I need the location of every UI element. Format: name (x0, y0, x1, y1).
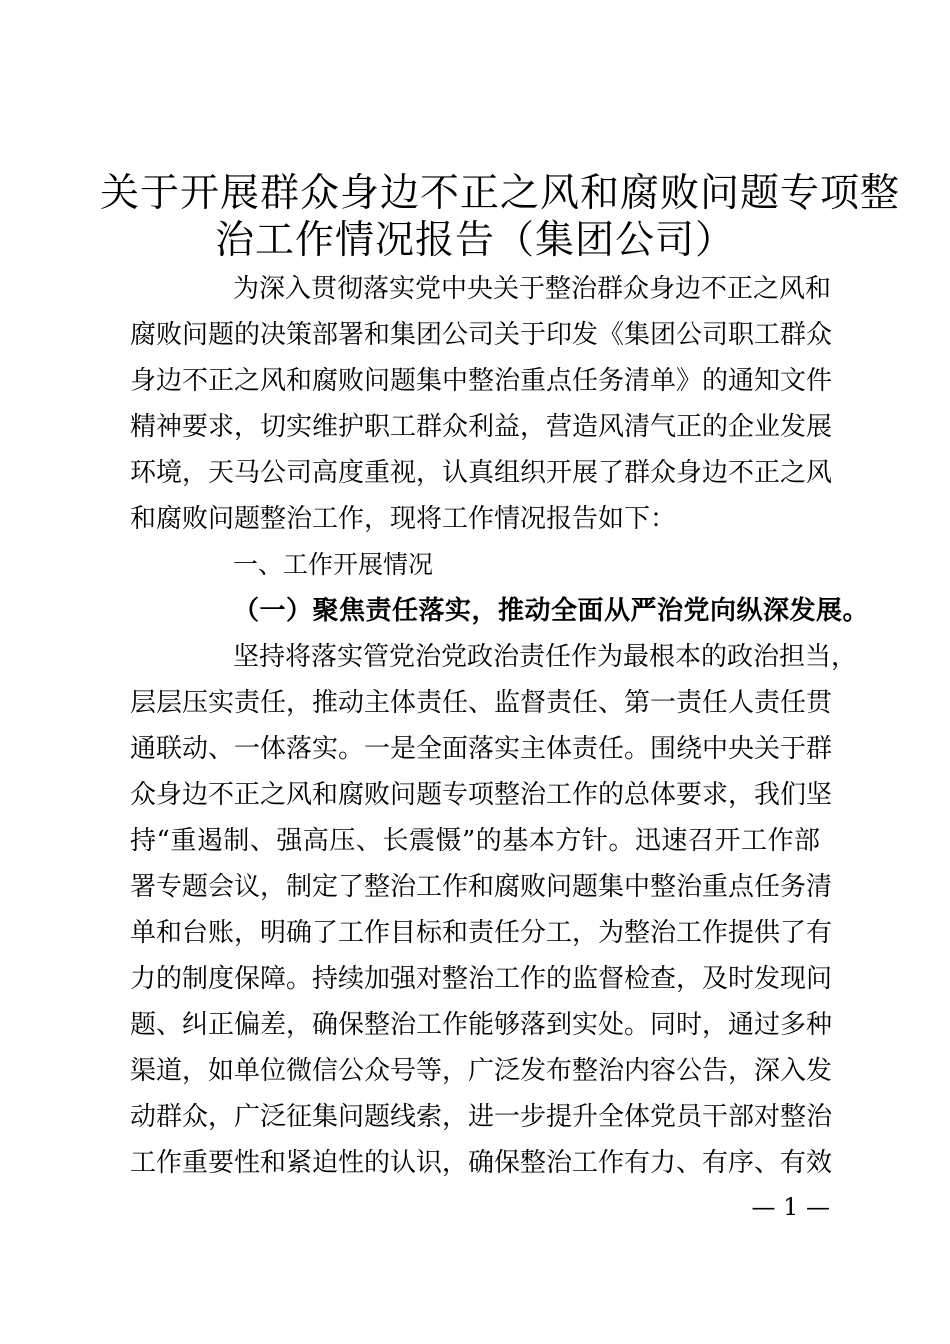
intro-line-6: 和腐败问题整治工作，现将工作情况报告如下： (130, 504, 677, 534)
intro-line-4: 精神要求，切实维护职工群众利益，营造风清气正的企业发展 (130, 412, 833, 442)
intro-line-5: 环境，天马公司高度重视，认真组织开展了群众身边不正之风 (130, 458, 833, 488)
body-line-4: 众身边不正之风和腐败问题专项整治工作的总体要求，我们坚 (130, 780, 833, 810)
body-line-1: 坚持将落实管党治党政治责任作为最根本的政治担当， (233, 642, 858, 672)
body-line-8: 力的制度保障。持续加强对整治工作的监督检查，及时发现问 (130, 964, 833, 994)
intro-line-1: 为深入贯彻落实党中央关于整治群众身边不正之风和 (233, 274, 832, 304)
body-line-6: 署专题会议，制定了整治工作和腐败问题集中整治重点任务清 (130, 872, 833, 902)
body-line-12: 工作重要性和紧迫性的认识，确保整治工作有力、有序、有效 (130, 1148, 833, 1178)
document-title-line-2: 治工作情况报告（集团公司） (214, 218, 735, 263)
subsection-heading: （一）聚焦责任落实，推动全面从严治党向纵深发展。 (233, 596, 870, 626)
page-number: — 1 — (751, 1193, 830, 1221)
section-heading: 一、工作开展情况 (233, 550, 434, 579)
intro-line-3: 身边不正之风和腐败问题集中整治重点任务清单》的通知文件 (130, 366, 833, 396)
intro-line-2: 腐败问题的决策部署和集团公司关于印发《集团公司职工群众 (130, 320, 833, 350)
body-line-3: 通联动、一体落实。一是全面落实主体责任。围绕中央关于群 (130, 734, 833, 764)
body-line-11: 动群众，广泛征集问题线索，进一步提升全体党员干部对整治 (130, 1102, 833, 1132)
document-title-line-1: 关于开展群众身边不正之风和腐败问题专项整 (100, 171, 901, 216)
body-line-7: 单和台账，明确了工作目标和责任分工，为整治工作提供了有 (130, 918, 833, 948)
body-line-2: 层层压实责任，推动主体责任、监督责任、第一责任人责任贯 (130, 688, 833, 718)
body-line-9: 题、纠正偏差，确保整治工作能够落到实处。同时，通过多种 (130, 1010, 833, 1040)
body-line-5: 持“重遏制、强高压、长震慑”的基本方针。迅速召开工作部 (130, 826, 820, 856)
body-line-10: 渠道，如单位微信公众号等，广泛发布整治内容公告，深入发 (130, 1056, 833, 1086)
